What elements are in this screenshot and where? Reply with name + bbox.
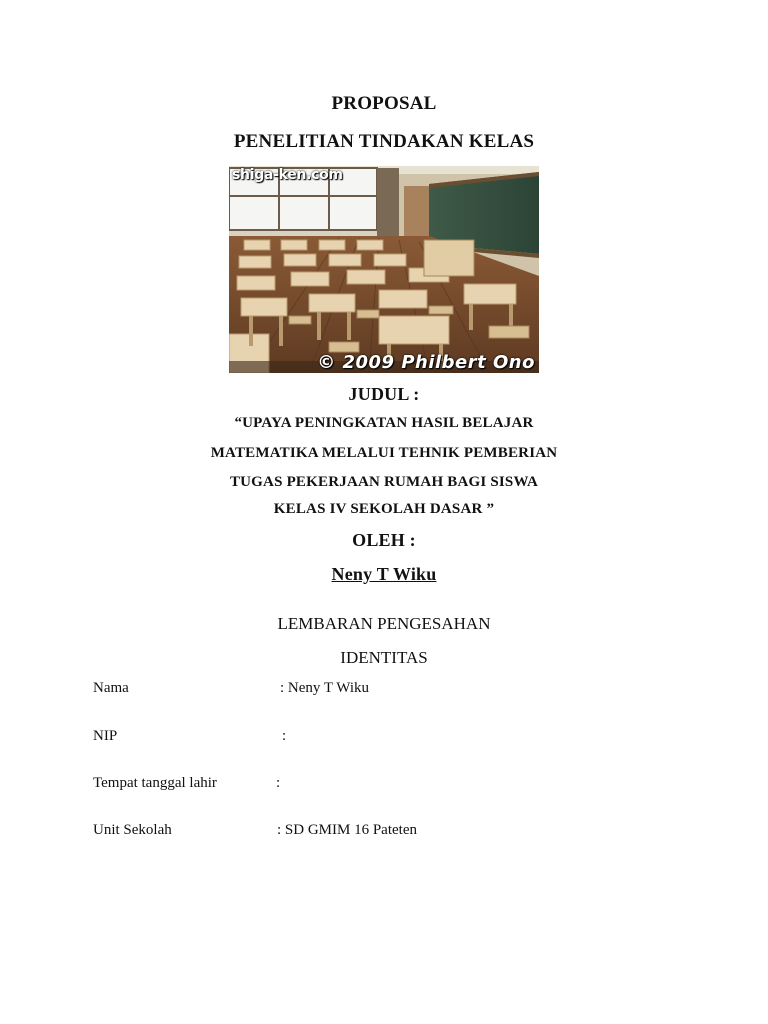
- identity-label: Nama: [93, 680, 129, 696]
- identity-value: : SD GMIM 16 Pateten: [277, 822, 417, 838]
- judul-label: JUDUL :: [348, 384, 420, 404]
- judul-line-1: “UPAYA PENINGKATAN HASIL BELAJAR: [234, 415, 534, 431]
- classroom-photo: [229, 166, 539, 373]
- judul-line-3: TUGAS PEKERJAAN RUMAH BAGI SISWA: [229, 474, 539, 490]
- photo-watermark-bottom: © 2009 Philbert Ono: [317, 352, 535, 373]
- proposal-subheading: PENELITIAN TINDAKAN KELAS: [233, 131, 535, 152]
- identity-label: Tempat tanggal lahir: [93, 775, 217, 791]
- identity-label: Unit Sekolah: [93, 822, 172, 838]
- photo-watermark-top: shiga-ken.com: [232, 167, 343, 183]
- proposal-heading: PROPOSAL: [331, 93, 437, 114]
- judul-line-4: KELAS IV SEKOLAH DASAR ”: [273, 501, 495, 517]
- identity-heading: IDENTITAS: [340, 648, 428, 667]
- identity-value: :: [276, 775, 281, 791]
- identity-value: :: [282, 728, 287, 744]
- identity-value: : Neny T Wiku: [280, 680, 369, 696]
- approval-title: LEMBARAN PENGESAHAN: [277, 614, 491, 633]
- author-name: Neny T Wiku: [331, 564, 437, 584]
- oleh-label: OLEH :: [352, 530, 416, 550]
- identity-label: NIP: [93, 728, 118, 744]
- judul-line-2: MATEMATIKA MELALUI TEHNIK PEMBERIAN: [210, 445, 558, 461]
